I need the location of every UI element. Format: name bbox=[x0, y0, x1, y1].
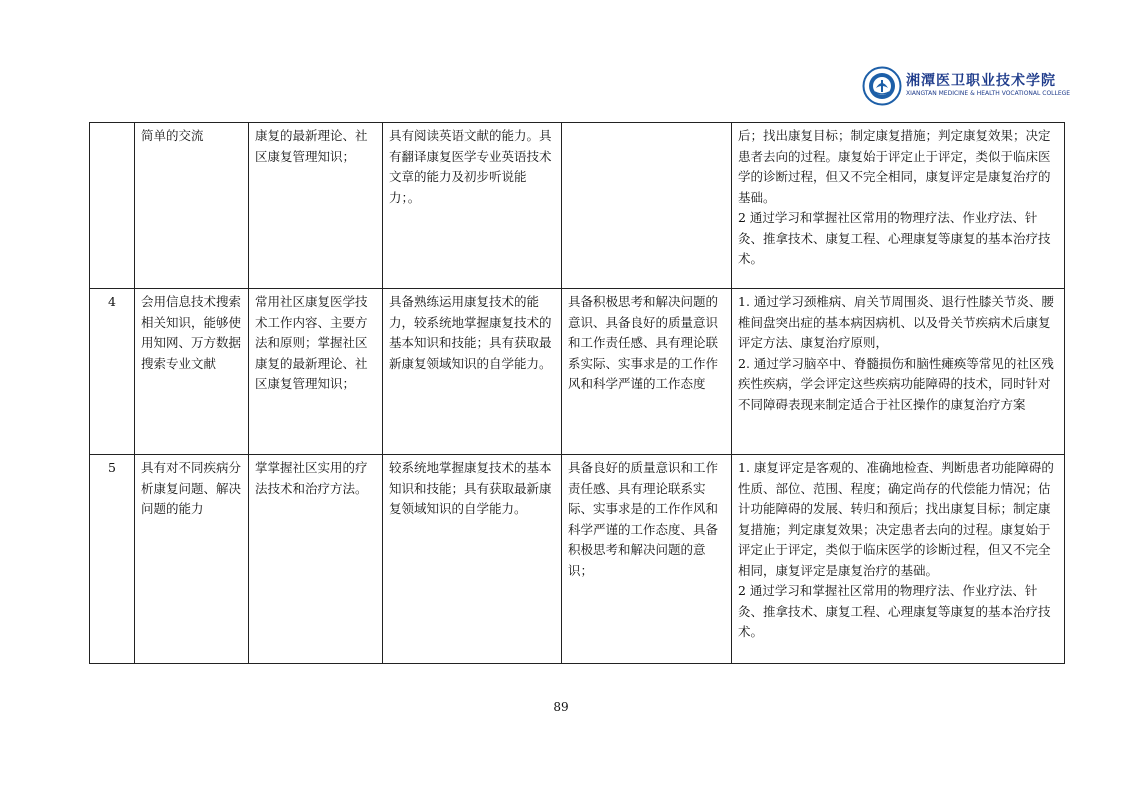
ability-cell: 具有阅读英语文献的能力。具有翻译康复医学专业英语技术文章的能力及初步听说能力；。 bbox=[383, 123, 562, 289]
content-paragraph: 后；找出康复目标；制定康复措施；判定康复效果；决定患者去向的过程。康复始于评定止于评定，类似于临床医学的诊断过程，但又不完全相同，康复评定是康复治疗的基础。 bbox=[738, 128, 1051, 205]
knowledge-cell: 掌掌握社区实用的疗法技术和治疗方法。 bbox=[249, 455, 383, 664]
row-number: 4 bbox=[90, 289, 135, 455]
quality-cell bbox=[562, 123, 732, 289]
content-paragraph: 2. 通过学习脑卒中、脊髓损伤和脑性瘫痪等常见的社区残疾性疾病，学会评定这些疾病功能障碍的技术，同时针对不同障碍表现来制定适合于社区操作的康复治疗方案 bbox=[738, 355, 1054, 412]
content-paragraph: 1. 通过学习颈椎病、肩关节周围炎、退行性膝关节炎、腰椎间盘突出症的基本病因病机、以及骨关节疾病术后康复评定方法、康复治疗原则， bbox=[738, 294, 1054, 350]
table-row bbox=[90, 455, 1065, 664]
content-cell bbox=[732, 455, 1065, 664]
school-emblem-icon bbox=[862, 66, 902, 106]
content-paragraph: 1. 康复评定是客观的、准确地检查、判断患者功能障碍的性质、部位、范围、程度；确定尚存的代偿能力情况；估计功能障碍的发展、转归和预后；找出康复目标；制定康复措施；判定康复效果；决定患者去向的过程。康复始于评定止于评定，类似于临床医学的诊断过程，但又不完全相同，康复评定是康复治疗的基础。 bbox=[738, 460, 1054, 578]
quality-cell: 具备良好的质量意识和工作责任感、具有理论联系实际、实事求是的工作作风和科学严谨的工作态度、具备积极思考和解决问题的意识； bbox=[562, 455, 732, 664]
table-row bbox=[90, 289, 1065, 455]
school-logo bbox=[862, 66, 1071, 106]
skill-cell: 简单的交流 bbox=[135, 123, 249, 289]
skill-cell: 具有对不同疾病分析康复问题、解决问题的能力 bbox=[135, 455, 249, 664]
quality-cell: 具备积极思考和解决问题的意识、具备良好的质量意识和工作责任感、具有理论联系实际、实事求是的工作作风和科学严谨的工作态度 bbox=[562, 289, 732, 455]
content-cell bbox=[732, 123, 1065, 289]
school-name-en: XIANGTAN MEDICINE & HEALTH VOCATIONAL COLLEGE bbox=[906, 90, 1071, 97]
school-name-cn: 湘潭医卫职业技术学院 bbox=[906, 73, 1056, 89]
ability-cell: 具备熟练运用康复技术的能力，较系统地掌握康复技术的基本知识和技能；具有获取最新康复领域知识的自学能力。 bbox=[383, 289, 562, 455]
skill-cell: 会用信息技术搜索相关知识，能够使用知网、万方数据搜索专业文献 bbox=[135, 289, 249, 455]
content-cell bbox=[732, 289, 1065, 455]
content-paragraph: 2 通过学习和掌握社区常用的物理疗法、作业疗法、针灸、推拿技术、康复工程、心理康复等康复的基本治疗技术。 bbox=[738, 210, 1051, 266]
knowledge-cell: 康复的最新理论、社区康复管理知识； bbox=[249, 123, 383, 289]
knowledge-cell: 常用社区康复医学技术工作内容、主要方法和原则；掌握社区康复的最新理论、社区康复管理知识； bbox=[249, 289, 383, 455]
page-number: 89 bbox=[553, 700, 569, 714]
row-number: 5 bbox=[90, 455, 135, 664]
content-paragraph: 2 通过学习和掌握社区常用的物理疗法、作业疗法、针灸、推拿技术、康复工程、心理康复等康复的基本治疗技术。 bbox=[738, 583, 1051, 639]
ability-cell: 较系统地掌握康复技术的基本知识和技能；具有获取最新康复领域知识的自学能力。 bbox=[383, 455, 562, 664]
row-number bbox=[90, 123, 135, 289]
table-row bbox=[90, 123, 1065, 289]
curriculum-table bbox=[89, 122, 1065, 664]
